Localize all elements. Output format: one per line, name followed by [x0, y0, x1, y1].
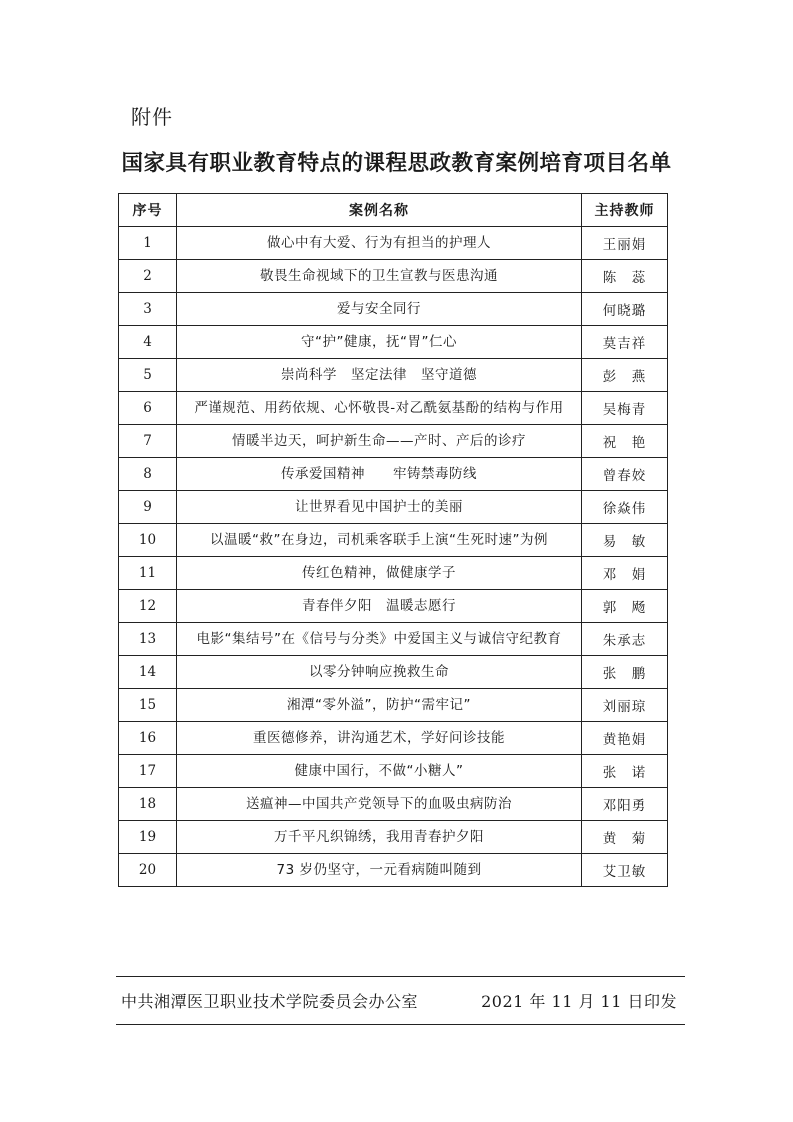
row-index: 9: [119, 491, 177, 524]
row-case-name: 青春伴夕阳 温暖志愿行: [177, 590, 582, 623]
row-teacher: 艾卫敏: [582, 854, 668, 887]
row-teacher: 曾春姣: [582, 458, 668, 491]
issue-date: 2021 年 11 月 11 日印发: [481, 992, 677, 1011]
row-case-name: 73 岁仍坚守，一元看病随叫随到: [177, 854, 582, 887]
row-case-name: 健康中国行，不做“小糖人”: [177, 755, 582, 788]
row-index: 3: [119, 293, 177, 326]
table-row: [119, 524, 668, 557]
issuing-organization: 中共湘潭医卫职业技术学院委员会办公室: [121, 992, 419, 1011]
row-case-name: 传红色精神，做健康学子: [177, 557, 582, 590]
row-teacher: 吴梅青: [582, 392, 668, 425]
table-row: [119, 689, 668, 722]
case-list-table: [118, 193, 668, 887]
row-index: 17: [119, 755, 177, 788]
row-case-name: 湘潭“零外溢”，防护“需牢记”: [177, 689, 582, 722]
table-row: [119, 557, 668, 590]
table-row: [119, 458, 668, 491]
row-case-name: 守“护”健康，抚“胃”仁心: [177, 326, 582, 359]
row-teacher: 易 敏: [582, 524, 668, 557]
table-row: [119, 260, 668, 293]
table-row: [119, 326, 668, 359]
row-case-name: 以零分钟响应挽救生命: [177, 656, 582, 689]
row-case-name: 情暖半边天，呵护新生命——产时、产后的诊疗: [177, 425, 582, 458]
footer-bottom-rule: [116, 1024, 685, 1025]
header-index: 序号: [119, 194, 177, 227]
row-teacher: 祝 艳: [582, 425, 668, 458]
row-case-name: 以温暖“救”在身边，司机乘客联手上演“生死时速”为例: [177, 524, 582, 557]
attachment-label: 附件: [131, 105, 173, 129]
row-index: 20: [119, 854, 177, 887]
document-title: 国家具有职业教育特点的课程思政教育案例培育项目名单: [121, 151, 672, 176]
row-teacher: 黄艳娟: [582, 722, 668, 755]
row-case-name: 敬畏生命视域下的卫生宣教与医患沟通: [177, 260, 582, 293]
table-row: [119, 656, 668, 689]
table-row: [119, 755, 668, 788]
row-index: 14: [119, 656, 177, 689]
row-index: 16: [119, 722, 177, 755]
row-index: 12: [119, 590, 177, 623]
table-row: [119, 392, 668, 425]
row-index: 4: [119, 326, 177, 359]
row-teacher: 何晓璐: [582, 293, 668, 326]
row-index: 1: [119, 227, 177, 260]
table-row: [119, 590, 668, 623]
table-header-row: [119, 194, 668, 227]
row-index: 13: [119, 623, 177, 656]
table-row: [119, 227, 668, 260]
row-index: 10: [119, 524, 177, 557]
row-index: 11: [119, 557, 177, 590]
row-case-name: 重医德修养，讲沟通艺术，学好问诊技能: [177, 722, 582, 755]
table-row: [119, 854, 668, 887]
row-case-name: 传承爱国精神 牢铸禁毒防线: [177, 458, 582, 491]
table-row: [119, 788, 668, 821]
row-index: 8: [119, 458, 177, 491]
row-case-name: 送瘟神—中国共产党领导下的血吸虫病防治: [177, 788, 582, 821]
table-row: [119, 293, 668, 326]
row-teacher: 张 鹏: [582, 656, 668, 689]
row-case-name: 万千平凡织锦绣，我用青春护夕阳: [177, 821, 582, 854]
row-teacher: 莫吉祥: [582, 326, 668, 359]
row-case-name: 电影“集结号”在《信号与分类》中爱国主义与诚信守纪教育: [177, 623, 582, 656]
table-row: [119, 491, 668, 524]
row-index: 15: [119, 689, 177, 722]
row-teacher: 黄 菊: [582, 821, 668, 854]
row-teacher: 王丽娟: [582, 227, 668, 260]
row-case-name: 让世界看见中国护士的美丽: [177, 491, 582, 524]
table-row: [119, 623, 668, 656]
row-index: 6: [119, 392, 177, 425]
row-teacher: 邓阳勇: [582, 788, 668, 821]
header-teacher: 主持教师: [582, 194, 668, 227]
row-index: 18: [119, 788, 177, 821]
row-teacher: 张 诺: [582, 755, 668, 788]
row-index: 19: [119, 821, 177, 854]
row-teacher: 邓 娟: [582, 557, 668, 590]
row-teacher: 朱承志: [582, 623, 668, 656]
row-teacher: 刘丽琼: [582, 689, 668, 722]
row-case-name: 崇尚科学 坚定法律 坚守道德: [177, 359, 582, 392]
table-row: [119, 722, 668, 755]
table-row: [119, 821, 668, 854]
table-row: [119, 425, 668, 458]
row-teacher: 徐焱伟: [582, 491, 668, 524]
row-case-name: 爱与安全同行: [177, 293, 582, 326]
header-case-name: 案例名称: [177, 194, 582, 227]
row-teacher: 彭 燕: [582, 359, 668, 392]
row-teacher: 郭 飏: [582, 590, 668, 623]
row-index: 2: [119, 260, 177, 293]
footer-top-rule: [116, 976, 685, 977]
table-row: [119, 359, 668, 392]
row-index: 7: [119, 425, 177, 458]
row-teacher: 陈 蕊: [582, 260, 668, 293]
row-index: 5: [119, 359, 177, 392]
row-case-name: 严谨规范、用药依规、心怀敬畏-对乙酰氨基酚的结构与作用: [177, 392, 582, 425]
row-case-name: 做心中有大爱、行为有担当的护理人: [177, 227, 582, 260]
